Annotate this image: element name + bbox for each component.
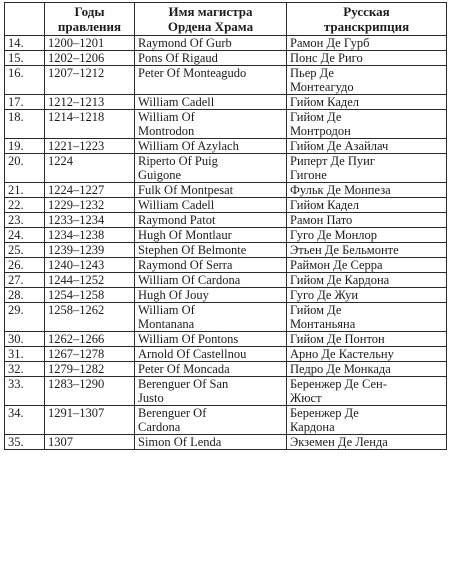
row-number: 21. bbox=[5, 183, 45, 198]
templar-masters-table bbox=[4, 2, 447, 450]
table-row bbox=[5, 347, 447, 362]
master-name: William Cadell bbox=[135, 198, 287, 213]
table-row bbox=[5, 273, 447, 288]
row-number: 31. bbox=[5, 347, 45, 362]
reign-years: 1207–1212 bbox=[45, 66, 135, 95]
master-name: William Of Cardona bbox=[135, 273, 287, 288]
russian-transcription: Гийом Де Кардона bbox=[287, 273, 447, 288]
row-number: 15. bbox=[5, 51, 45, 66]
russian-transcription: Понс Де Риго bbox=[287, 51, 447, 66]
table-row bbox=[5, 95, 447, 110]
russian-transcription: Гийом Де Азайлач bbox=[287, 139, 447, 154]
table-row bbox=[5, 110, 447, 139]
table-row bbox=[5, 332, 447, 347]
table-row bbox=[5, 228, 447, 243]
master-name: Stephen Of Belmonte bbox=[135, 243, 287, 258]
russian-transcription: Гийом Де Понтон bbox=[287, 332, 447, 347]
master-name: William Of Azylach bbox=[135, 139, 287, 154]
russian-transcription: Пьер Де Монтеагудо bbox=[287, 66, 447, 95]
table-row bbox=[5, 154, 447, 183]
table-row bbox=[5, 139, 447, 154]
table-body bbox=[5, 36, 447, 450]
reign-years: 1262–1266 bbox=[45, 332, 135, 347]
row-number: 27. bbox=[5, 273, 45, 288]
reign-years: 1202–1206 bbox=[45, 51, 135, 66]
header-years: Годы правления bbox=[45, 3, 135, 36]
russian-transcription: Арно Де Кастельну bbox=[287, 347, 447, 362]
header-row bbox=[5, 3, 447, 36]
master-name: William Of Pontons bbox=[135, 332, 287, 347]
master-name: Simon Of Lenda bbox=[135, 435, 287, 450]
russian-transcription: Риперт Де Пуиг Гигоне bbox=[287, 154, 447, 183]
reign-years: 1229–1232 bbox=[45, 198, 135, 213]
reign-years: 1258–1262 bbox=[45, 303, 135, 332]
reign-years: 1291–1307 bbox=[45, 406, 135, 435]
reign-years: 1267–1278 bbox=[45, 347, 135, 362]
russian-transcription: Этьен Де Бельмонте bbox=[287, 243, 447, 258]
russian-transcription: Гуго Де Жуи bbox=[287, 288, 447, 303]
master-name: William Of Montrodon bbox=[135, 110, 287, 139]
row-number: 28. bbox=[5, 288, 45, 303]
table-row bbox=[5, 362, 447, 377]
header-master-name: Имя магистра Ордена Храма bbox=[135, 3, 287, 36]
table-row bbox=[5, 51, 447, 66]
russian-transcription: Гийом Де Монтаньяна bbox=[287, 303, 447, 332]
row-number: 32. bbox=[5, 362, 45, 377]
table-row bbox=[5, 288, 447, 303]
reign-years: 1200–1201 bbox=[45, 36, 135, 51]
russian-transcription: Беренжер Де Сен- Жюст bbox=[287, 377, 447, 406]
russian-transcription: Гийом Де Монтродон bbox=[287, 110, 447, 139]
table-row bbox=[5, 377, 447, 406]
row-number: 29. bbox=[5, 303, 45, 332]
row-number: 24. bbox=[5, 228, 45, 243]
master-name: Raymond Of Gurb bbox=[135, 36, 287, 51]
russian-transcription: Гуго Де Монлор bbox=[287, 228, 447, 243]
reign-years: 1214–1218 bbox=[45, 110, 135, 139]
master-name: William Of Montanana bbox=[135, 303, 287, 332]
russian-transcription: Гийом Кадел bbox=[287, 198, 447, 213]
reign-years: 1221–1223 bbox=[45, 139, 135, 154]
row-number: 35. bbox=[5, 435, 45, 450]
reign-years: 1283–1290 bbox=[45, 377, 135, 406]
table-row bbox=[5, 183, 447, 198]
reign-years: 1233–1234 bbox=[45, 213, 135, 228]
reign-years: 1254–1258 bbox=[45, 288, 135, 303]
russian-transcription: Педро Де Монкада bbox=[287, 362, 447, 377]
row-number: 19. bbox=[5, 139, 45, 154]
row-number: 25. bbox=[5, 243, 45, 258]
master-name: Peter Of Monteagudo bbox=[135, 66, 287, 95]
row-number: 22. bbox=[5, 198, 45, 213]
master-name: Hugh Of Jouy bbox=[135, 288, 287, 303]
table-row bbox=[5, 435, 447, 450]
russian-transcription: Рамон Де Гурб bbox=[287, 36, 447, 51]
master-name: Berenguer Of Cardona bbox=[135, 406, 287, 435]
master-name: William Cadell bbox=[135, 95, 287, 110]
table-row bbox=[5, 36, 447, 51]
master-name: Pons Of Rigaud bbox=[135, 51, 287, 66]
row-number: 14. bbox=[5, 36, 45, 51]
master-name: Riperto Of Puig Guigone bbox=[135, 154, 287, 183]
row-number: 26. bbox=[5, 258, 45, 273]
row-number: 18. bbox=[5, 110, 45, 139]
reign-years: 1212–1213 bbox=[45, 95, 135, 110]
reign-years: 1307 bbox=[45, 435, 135, 450]
row-number: 30. bbox=[5, 332, 45, 347]
russian-transcription: Раймон Де Серра bbox=[287, 258, 447, 273]
reign-years: 1279–1282 bbox=[45, 362, 135, 377]
master-name: Peter Of Moncada bbox=[135, 362, 287, 377]
master-name: Hugh Of Montlaur bbox=[135, 228, 287, 243]
master-name: Berenguer Of San Justo bbox=[135, 377, 287, 406]
russian-transcription: Фульк Де Монпеза bbox=[287, 183, 447, 198]
row-number: 34. bbox=[5, 406, 45, 435]
reign-years: 1239–1239 bbox=[45, 243, 135, 258]
master-name: Fulk Of Montpesat bbox=[135, 183, 287, 198]
row-number: 23. bbox=[5, 213, 45, 228]
russian-transcription: Экземен Де Ленда bbox=[287, 435, 447, 450]
table-row bbox=[5, 406, 447, 435]
table-row bbox=[5, 213, 447, 228]
header-number bbox=[5, 3, 45, 36]
table-row bbox=[5, 66, 447, 95]
master-name: Arnold Of Castellnou bbox=[135, 347, 287, 362]
russian-transcription: Рамон Пато bbox=[287, 213, 447, 228]
table-row bbox=[5, 303, 447, 332]
row-number: 16. bbox=[5, 66, 45, 95]
table-row bbox=[5, 258, 447, 273]
reign-years: 1244–1252 bbox=[45, 273, 135, 288]
master-name: Raymond Of Serra bbox=[135, 258, 287, 273]
master-name: Raymond Patot bbox=[135, 213, 287, 228]
table-row bbox=[5, 198, 447, 213]
table-row bbox=[5, 243, 447, 258]
reign-years: 1240–1243 bbox=[45, 258, 135, 273]
reign-years: 1224 bbox=[45, 154, 135, 183]
reign-years: 1234–1238 bbox=[45, 228, 135, 243]
reign-years: 1224–1227 bbox=[45, 183, 135, 198]
header-russian-transcription: Русская транскрипция bbox=[287, 3, 447, 36]
row-number: 33. bbox=[5, 377, 45, 406]
russian-transcription: Беренжер Де Кардона bbox=[287, 406, 447, 435]
russian-transcription: Гийом Кадел bbox=[287, 95, 447, 110]
row-number: 20. bbox=[5, 154, 45, 183]
row-number: 17. bbox=[5, 95, 45, 110]
